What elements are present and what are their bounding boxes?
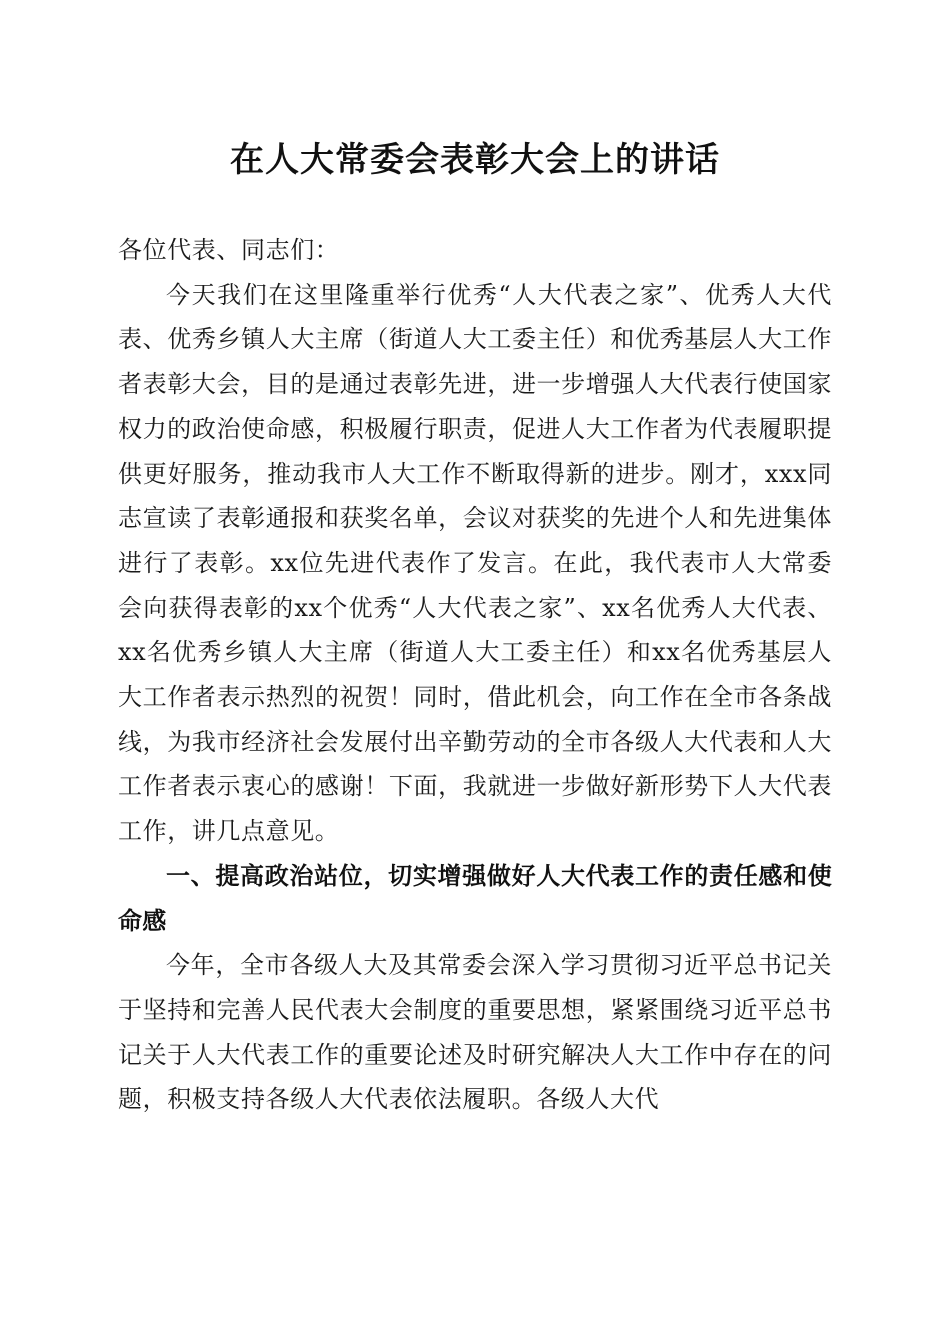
document-body	[118, 228, 832, 1122]
salutation: 各位代表、同志们：	[118, 236, 340, 264]
paragraph-opening: 今天我们在这里隆重举行优秀“人大代表之家”、优秀人大代表、优秀乡镇人大主席（街道人大工委主任）和优秀基层人大工作者表彰大会，目的是通过表彰先进，进一步增强人大代表行使国家权力的政治使命感，积极履行职责，促进人大工作者为代表履职提供更好服务，推动我市人大工作不断取得新的进步。刚才，xxx同志宣读了表彰通报和获奖名单，会议对获奖的先进个人和先进集体进行了表彰。xx位先进代表作了发言。在此，我代表市人大常委会向获得表彰的xx个优秀“人大代表之家”、xx名优秀人大代表、xx名优秀乡镇人大主席（街道人大工委主任）和xx名优秀基层人大工作者表示热烈的祝贺！同时，借此机会，向工作在全市各条战线，为我市经济社会发展付出辛勤劳动的全市各级人大代表和人大工作者表示衷心的感谢！下面，我就进一步做好新形势下人大代表工作，讲几点意见。	[118, 280, 832, 846]
document-title: 在人大常委会表彰大会上的讲话	[230, 140, 720, 180]
paragraph-section-1: 今年，全市各级人大及其常委会深入学习贯彻习近平总书记关于坚持和完善人民代表大会制度的重要思想，紧紧围绕习近平总书记关于人大代表工作的重要论述及时研究解决人大工作中存在的问题，积极支持各级人大代表依法履职。各级人大代	[118, 951, 832, 1114]
section-heading-1: 一、提高政治站位，切实增强做好人大代表工作的责任感和使命感	[118, 861, 832, 935]
